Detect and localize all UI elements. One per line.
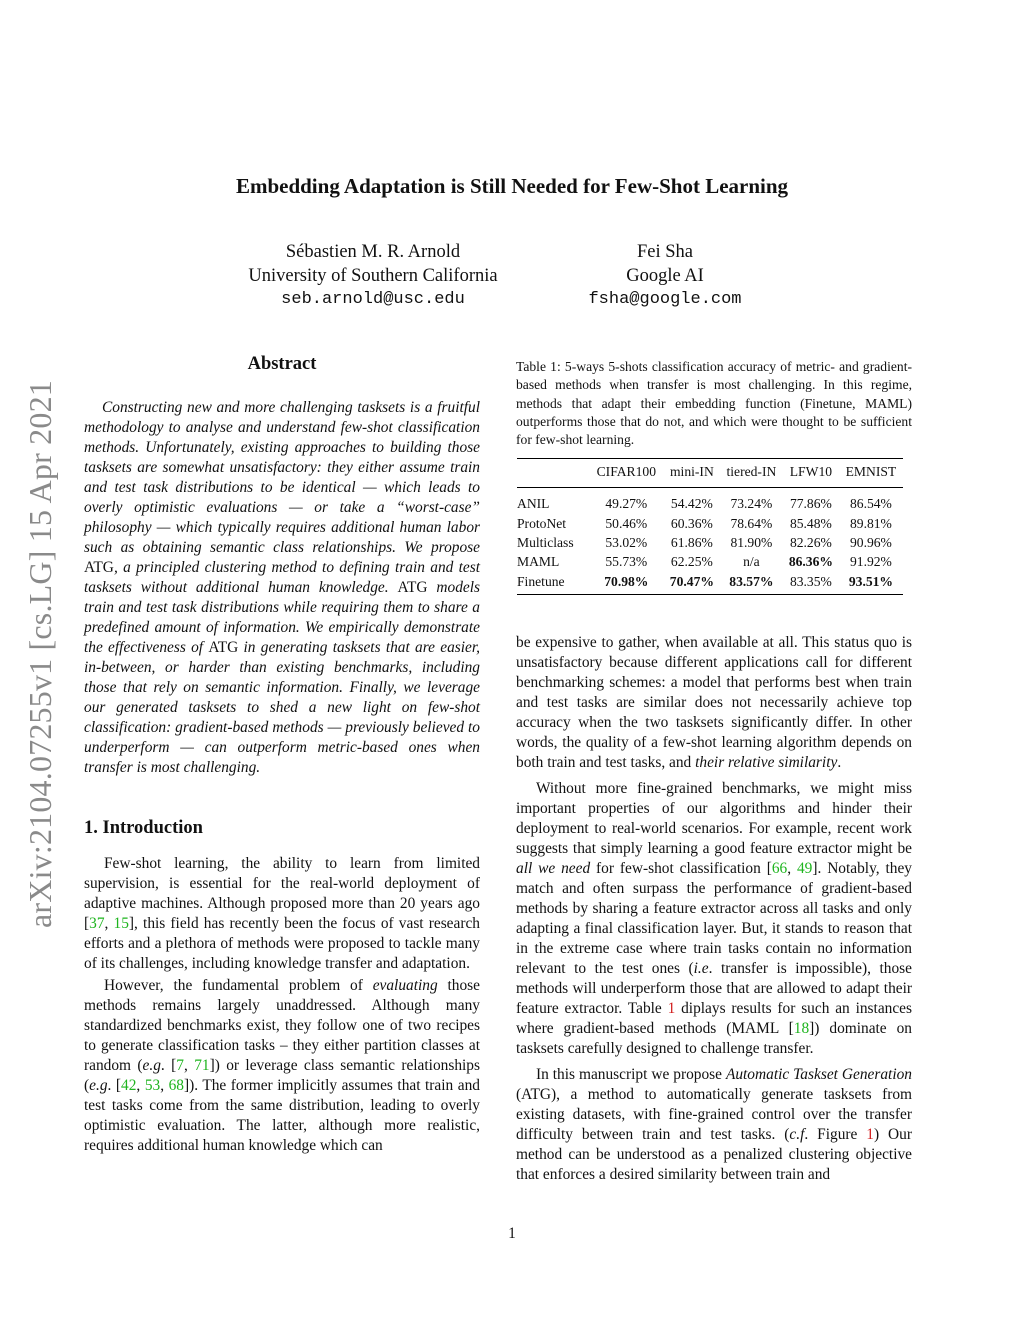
table-header-row [517,459,903,488]
table-cell: 90.96% [849,535,892,551]
table-reference-link[interactable]: 1 [667,999,676,1017]
table-row [517,572,903,595]
table-caption: Table 1: 5-ways 5-shots classification accuracy of metric- and gradient-based methods when transfer is most challenging. In this regime, methods that adapt their embedding function (Finetune, MAML) outperforms those that do not, and which were thought to be sufficient for few-shot learning. [516,359,912,448]
citation-link[interactable]: 66 [771,859,788,877]
table-cell-best: 70.98% [604,573,649,589]
table-cell: 83.35% [789,573,832,589]
paper-title: Embedding Adaptation is Still Needed for Few-Shot Learning [235,174,789,198]
citation-link[interactable]: 18 [793,1019,810,1037]
intro-paragraph-1: Few-shot learning, the ability to learn from limited supervision, is essential for the real-world deployment of adaptive machines. Although proposed more than 20 years ago [37, 15], this field has recently been the focus of vast research efforts and a plethora of methods were proposed to tackle many of its challenges, including knowledge transfer and adaptation. [84,855,480,972]
author-email[interactable]: seb.arnold@usc.edu [281,290,465,309]
table-cell: 85.48% [789,515,832,531]
intro-paragraph-4: Without more fine-grained benchmarks, we might miss important properties of our algorithms and hinder their deployment to real-world scenarios. For example, recent work suggests that simply learning a good feature extractor might be all we need for few-shot classification [66, 49]. Notably, they match and often surpass the performance of gradient-based methods by sharing a feature extractor across all tasks and only adapting a final classification layer. But, it stands to reason that in the extreme case where train tasks contain no information relevant to the test ones (i.e. transfer is impossible), those methods will underperform those that are allowed to adapt their feature extractor. Table 1 diplays results for such an instances where gradient-based methods (MAML [18]) dominate on tasksets carefully designed to challenge transfer. [516,779,913,1057]
table-row-label: Multiclass [517,535,574,551]
citation-link[interactable]: 37 [89,915,105,932]
author-block-2 [560,240,770,312]
table-cell: 53.02% [605,535,648,551]
table-cell-best: 83.57% [729,573,774,589]
table-cell: 89.81% [849,515,892,531]
table-row [517,488,903,514]
results-table [517,458,903,594]
author-email[interactable]: fsha@google.com [588,290,742,309]
table-row-label: Finetune [517,573,565,589]
citation-link[interactable]: 71 [194,1057,210,1074]
table-cell: 77.86% [789,496,832,512]
section-heading-introduction: 1. Introduction [84,818,203,838]
author-affiliation: University of Southern California [248,266,498,286]
arxiv-identifier-stamp: arXiv:2104.07255v1 [cs.LG] 15 Apr 2021 [22,380,58,928]
author-affiliation: Google AI [626,266,704,286]
intro-paragraph-5: In this manuscript we propose Automatic Taskset Generation (ATG), a method to automatically generate tasksets from existing datasets, with fine-grained control over the transfer difficulty between train and test tasks. (c.f. Figure 1) Our method can be understood as a penalized clustering objective that enforces a desired similarity between train and [516,1065,912,1183]
table-cell: 54.42% [670,496,713,512]
table-header-cell [517,459,589,488]
table-cell: 60.36% [670,515,713,531]
table-cell-best: 93.51% [848,573,894,589]
intro-paragraph-2: However, the fundamental problem of evaluating those methods remains largely unaddressed. Although many standardized benchmarks exist, they follow one of two recipes to generate classification tasks – they either partition classes at random (e.g. [7, 71]) or leverage class semantic relationships (e.g. [42, 53, 68]). The former implicitly assumes that train and test tasks come from the same distribution, leading to overly optimistic evaluation. The latter, although more realistic, requires additional human knowledge which can [84,977,480,1154]
table-cell: 82.26% [789,535,832,551]
citation-link[interactable]: 42 [121,1077,137,1094]
table-cell: 86.54% [849,496,892,512]
table-header-cell: EMNIST [845,464,897,480]
citation-link[interactable]: 15 [113,915,129,932]
table-header-cell: LFW10 [789,464,833,480]
intro-paragraph-3: be expensive to gather, when available at all. This status quo is unsatisfactory because different applications call for different benchmarking schemes: a model that performs best when train and test tasks are similar does not necessarily achieve top accuracy when the two tasksets significantly differ. In other words, the quality of a few-shot learning algorithm depends on both train and test tasks, and their relative similarity. [516,633,912,771]
citation-link[interactable]: 53 [144,1077,161,1094]
table-row-label: MAML [517,554,560,570]
table-cell: 91.92% [849,554,892,570]
table-cell: 73.24% [730,496,773,512]
table-row [517,552,903,571]
author-block-1 [220,240,526,312]
table-cell: 55.73% [605,554,648,570]
page-number: 1 [508,1225,516,1242]
table-cell: n/a [743,554,760,570]
table-cell: 50.46% [605,515,648,531]
table-cell: 61.86% [670,535,713,551]
figure-reference-link[interactable]: 1 [866,1125,874,1143]
citation-link[interactable]: 68 [168,1077,184,1094]
table-header-cell: mini-IN [669,464,714,480]
table-cell-best: 70.47% [669,573,714,589]
right-column [516,358,912,1187]
table-cell: 81.90% [730,535,773,551]
citation-link[interactable]: 49 [796,859,813,877]
table-cell: 78.64% [730,515,773,531]
citation-link[interactable]: 7 [176,1057,184,1074]
table-row [517,533,903,552]
author-name: Sébastien M. R. Arnold [285,242,461,262]
table-header-cell: CIFAR100 [596,464,657,480]
abstract-heading: Abstract [247,354,317,374]
table-cell: 49.27% [605,496,648,512]
table-cell-best: 86.36% [788,554,833,570]
table-row-label: ProtoNet [517,515,567,531]
table-header-cell: tiered-IN [726,464,777,480]
table-cell: 62.25% [670,554,713,570]
abstract-body: Constructing new and more challenging tasksets is a fruitful methodology to analyse and understand few-shot classification methods. Unfortunately, existing approaches to building those tasksets are somewhat unsatisfactory: they either assume train and test task distributions to be identical — which leads to overly optimistic evaluations — or take a “worst-case” philosophy — which typically requires additional human labor such as obtaining semantic class relationships. We propose ATG, a principled clustering method to defining train and test tasksets without additional human knowledge. ATG models train and test task distributions while requiring them to share a predefined amount of information. We empirically demonstrate the effectiveness of ATG in generating tasksets that are easier, in-between, or harder than existing benchmarks, including those that rely on semantic information. Finally, we leverage our generated tasksets to shed a new light on few-shot classification: gradient-based methods — previously believed to underperform — can outperform metric-based ones when transfer is most challenging. [84,399,480,776]
author-name: Fei Sha [636,242,693,262]
left-column [84,354,480,1158]
table-row-label: ANIL [517,496,550,512]
table-row [517,514,903,533]
